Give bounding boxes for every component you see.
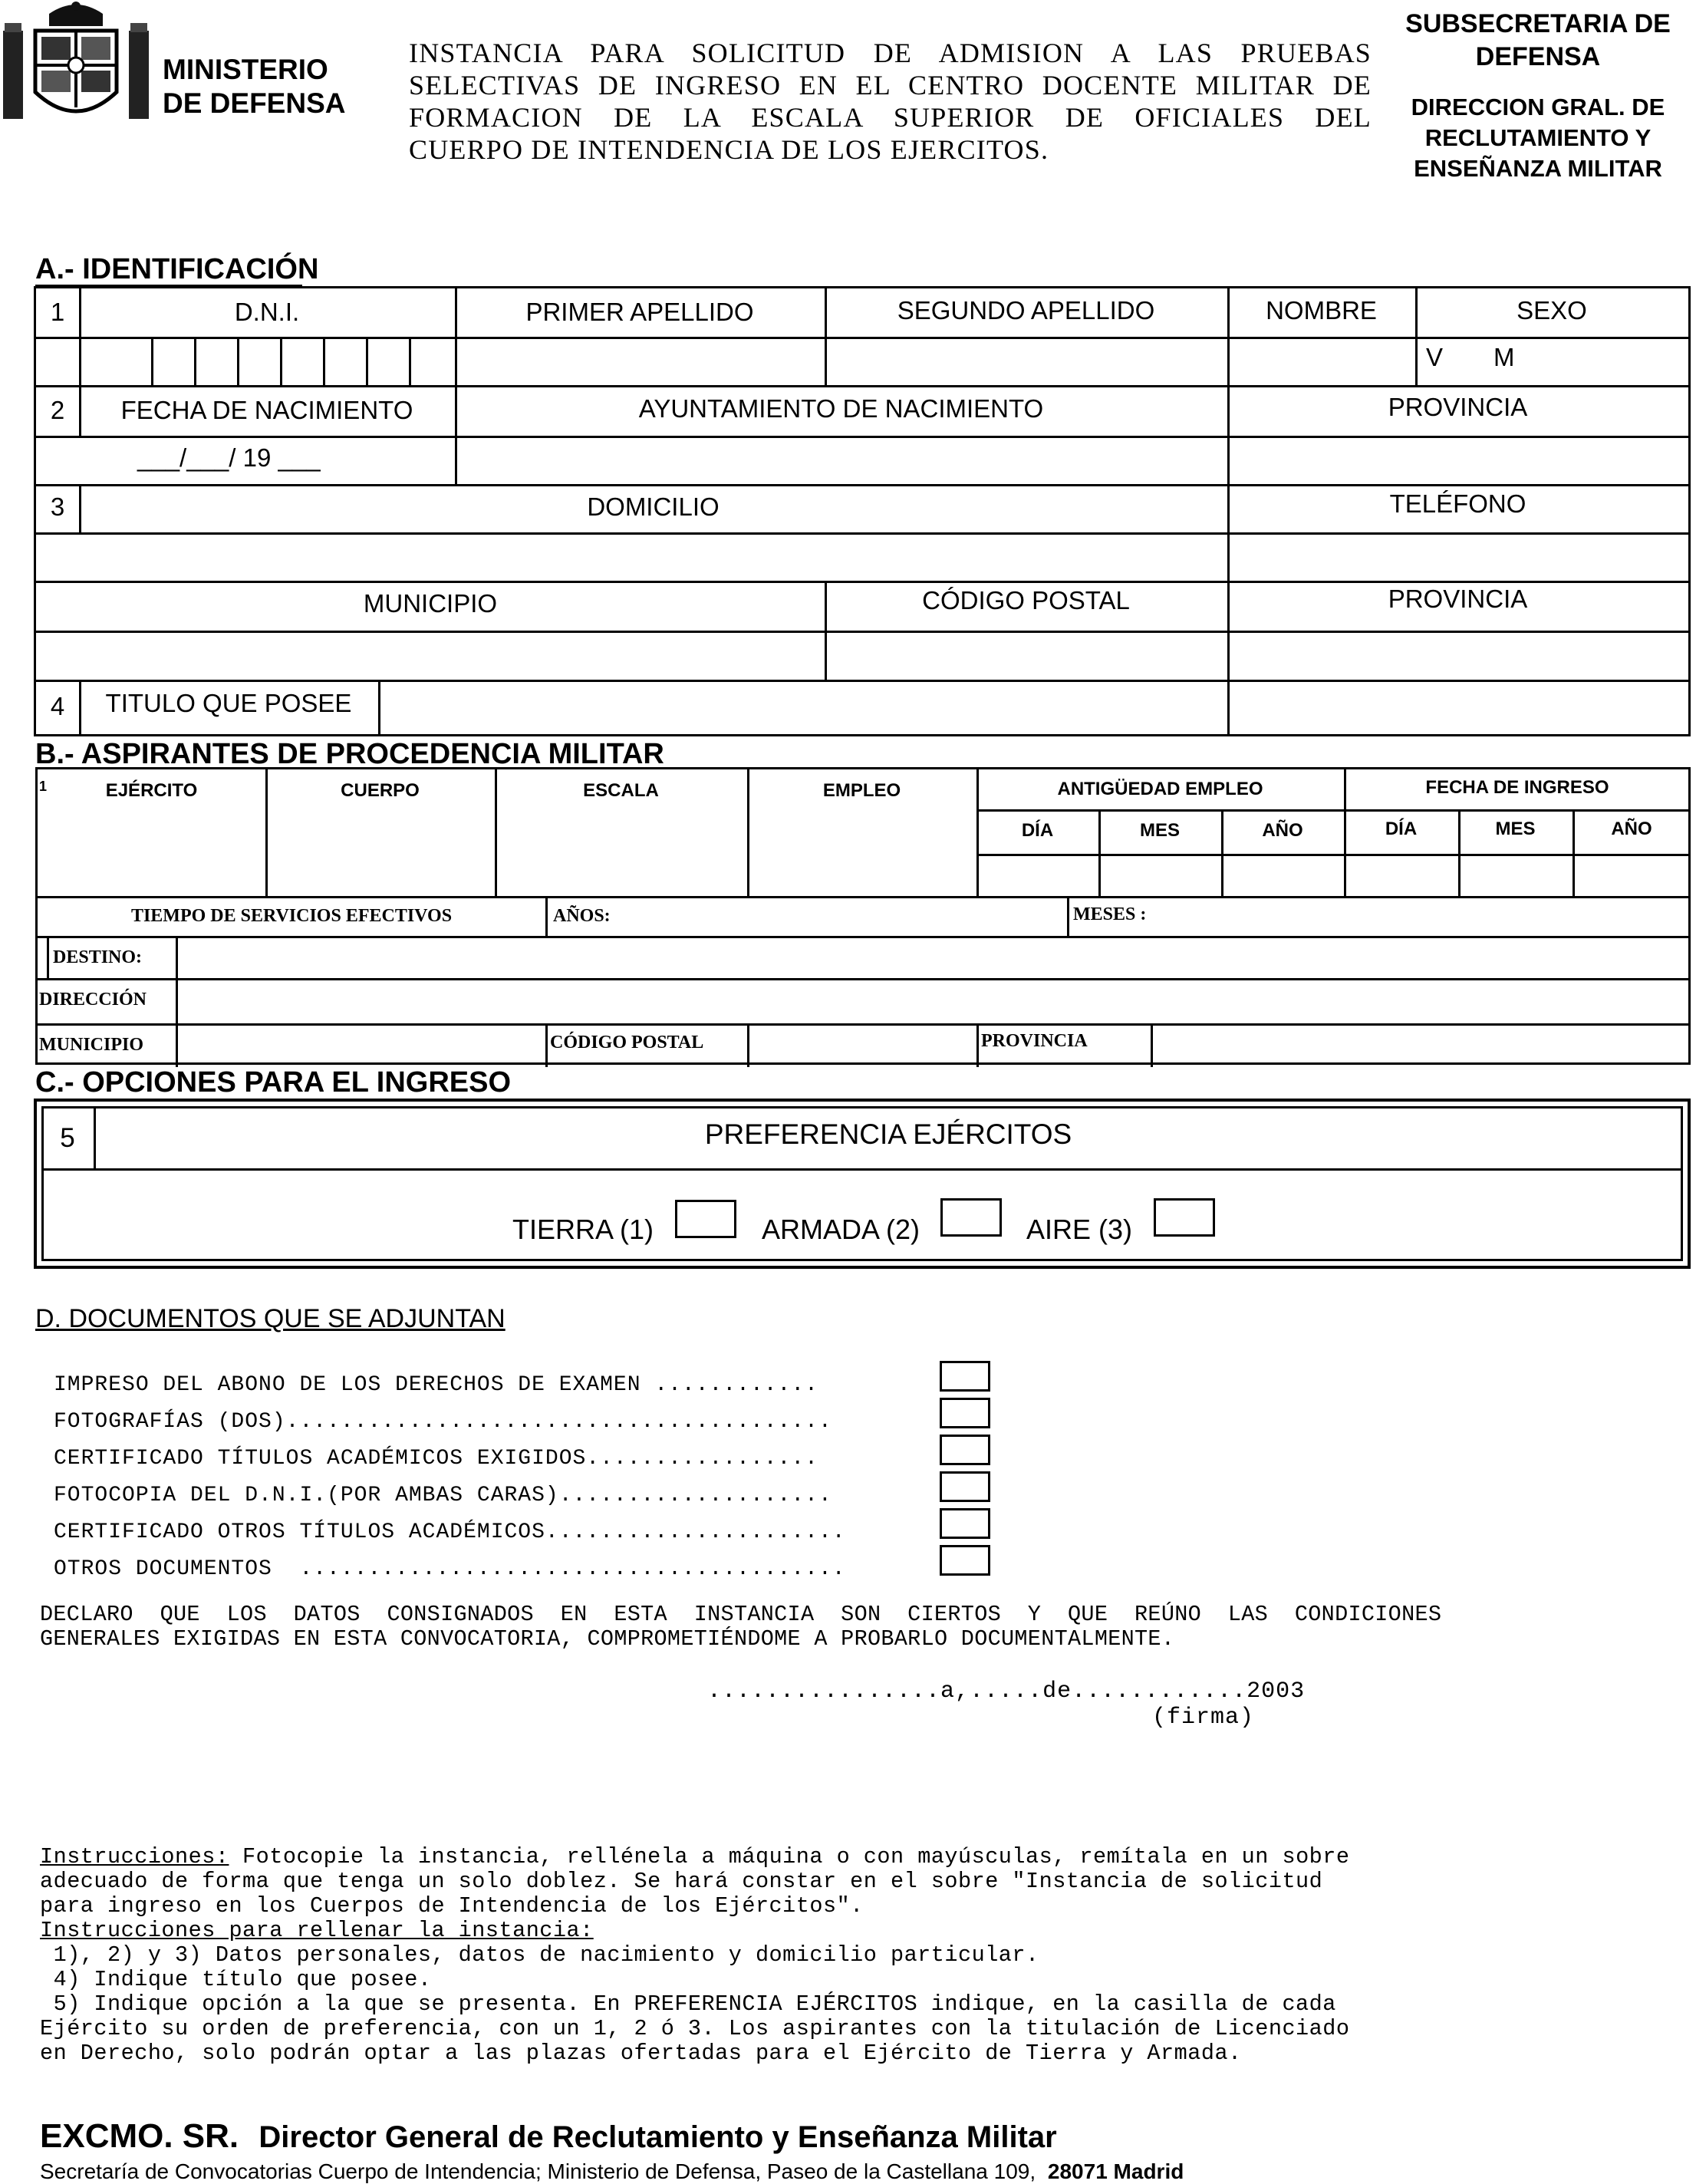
instructions-subheading: Instrucciones para rellenar la instancia: (40, 1918, 594, 1943)
doc-item: IMPRESO DEL ABONO DE LOS DERECHOS DE EXAMEN ............ (54, 1373, 818, 1397)
instructions-line6: 4) Indique título que posee. (40, 1967, 432, 1992)
provincia-domicilio-label: PROVINCIA (1388, 585, 1528, 613)
section-b-table (35, 767, 1691, 1065)
fecha-firma-line[interactable]: ................a,.....de............2003 (707, 1678, 1306, 1705)
ingreso-ano-label: AÑO (1611, 819, 1652, 839)
destino-label: DESTINO: (53, 947, 143, 967)
doc-checkbox-otros-documentos[interactable] (940, 1545, 990, 1576)
fecha-nacimiento-field[interactable]: ___/___/ 19 ___ (137, 443, 321, 472)
municipio-label: MUNICIPIO (363, 589, 498, 618)
address-city: 28071 Madrid (1047, 2159, 1184, 2183)
firma-label: (firma) (1152, 1705, 1255, 1731)
section-c-title: C.- OPCIONES PARA EL INGRESO (35, 1066, 512, 1099)
row-number-3: 3 (50, 492, 65, 521)
doc-item: FOTOCOPIA DEL D.N.I.(POR AMBAS CARAS).................... (54, 1484, 832, 1507)
direccion-line1: DIRECCION GRAL. DE (1411, 94, 1665, 120)
empleo-label: EMPLEO (822, 780, 901, 801)
footer-address (40, 2159, 1184, 2184)
section-a-title: A.- IDENTIFICACIÓN (35, 253, 319, 285)
antiguedad-ano-label: AÑO (1262, 820, 1303, 841)
doc-checkbox-certificado-exigidos[interactable] (940, 1435, 990, 1465)
provincia-label: PROVINCIA (1388, 393, 1528, 421)
form-title-line: CUERPO DE INTENDENCIA DE LOS EJERCITOS. (409, 134, 1049, 165)
codigo-postal-b-label: CÓDIGO POSTAL (550, 1033, 704, 1052)
primer-apellido-label: PRIMER APELLIDO (525, 298, 754, 326)
coat-of-arms-icon (3, 0, 149, 127)
antiguedad-dia-label: DÍA (1021, 820, 1054, 841)
tierra-checkbox[interactable] (675, 1200, 736, 1238)
row-number-4: 4 (50, 692, 65, 720)
ejercito-label: EJÉRCITO (105, 780, 198, 801)
instructions-line9: en Derecho, solo podrán optar a las plazas ofertadas para el Ejército de Tierra y Armada. (40, 2041, 1242, 2066)
doc-item: CERTIFICADO OTROS TÍTULOS ACADÉMICOS...................... (54, 1520, 846, 1544)
section-c-box (34, 1099, 1691, 1269)
subsecretaria-line2: DEFENSA (1475, 42, 1601, 71)
direccion-label: DIRECCIÓN (39, 990, 147, 1010)
ayuntamiento-label: AYUNTAMIENTO DE NACIMIENTO (638, 394, 1044, 423)
telefono-label: TELÉFONO (1389, 489, 1526, 518)
row-number-2: 2 (50, 396, 65, 424)
anos-label: AÑOS: (553, 906, 611, 926)
instructions-line2: adecuado de forma que tenga un solo doblez. Se hará constar en el sobre "Instancia de solicitud (40, 1869, 1323, 1894)
domicilio-label: DOMICILIO (587, 492, 720, 521)
doc-checkbox-fotocopia-dni[interactable] (940, 1471, 990, 1502)
excmo-dot: . (229, 2117, 239, 2155)
sexo-m-option[interactable]: M (1493, 343, 1515, 371)
footer-addressee (40, 2117, 1057, 2156)
instructions-text: Fotocopie la instancia, rellénela a máquina o con mayúsculas, remítala en un sobre (229, 1844, 1350, 1869)
armada-checkbox[interactable] (940, 1198, 1002, 1237)
meses-label: MESES : (1073, 904, 1147, 924)
escala-label: ESCALA (583, 780, 659, 801)
municipio-b-label: MUNICIPIO (39, 1035, 143, 1055)
instructions-line5: 1), 2) y 3) Datos personales, datos de nacimiento y domicilio particular. (40, 1942, 1039, 1968)
sexo-v-option[interactable]: V (1426, 343, 1444, 371)
ingreso-mes-label: MES (1495, 819, 1536, 839)
row-marker: 1 (39, 779, 48, 794)
aire-checkbox[interactable] (1154, 1198, 1215, 1237)
section-d-title: D. DOCUMENTOS QUE SE ADJUNTAN (35, 1304, 506, 1333)
direccion-line3: ENSEÑANZA MILITAR (1414, 155, 1662, 182)
form-title (409, 37, 1372, 166)
instructions-line3: para ingreso en los Cuerpos de Intendencia de los Ejércitos". (40, 1893, 864, 1919)
doc-checkbox-otros-titulos[interactable] (940, 1508, 990, 1539)
form-title-line: FORMACION DE LA ESCALA SUPERIOR DE OFICIALES DEL (409, 102, 1372, 133)
doc-item: OTROS DOCUMENTOS ........................................ (54, 1557, 846, 1581)
sexo-label: SEXO (1517, 296, 1587, 324)
instructions-line7: 5) Indique opción a la que se presenta. En PREFERENCIA EJÉRCITOS indique, en la casilla de cada (40, 1991, 1336, 2017)
declaracion-line2: GENERALES EXIGIDAS EN ESTA CONVOCATORIA, COMPROMETIÉNDOME A PROBARLO DOCUMENTALMENTE. (40, 1626, 1175, 1652)
codigo-postal-label: CÓDIGO POSTAL (922, 586, 1130, 614)
provincia-b-label: PROVINCIA (981, 1031, 1088, 1051)
ministry-line2: DE DEFENSA (163, 87, 346, 119)
segundo-apellido-label: SEGUNDO APELLIDO (897, 296, 1155, 324)
director-label: Director General de Reclutamiento y Enseñanza Militar (259, 2120, 1057, 2154)
excmo-label: EXCMO. SR (40, 2117, 229, 2155)
tierra-label: TIERRA (1) (512, 1214, 654, 1245)
antiguedad-label: ANTIGÜEDAD EMPLEO (1057, 779, 1263, 799)
subsecretaria-line1: SUBSECRETARIA DE (1405, 9, 1671, 38)
address-text: Secretaría de Convocatorias Cuerpo de Intendencia; Ministerio de Defensa, Paseo de la Castellana 109, (40, 2159, 1036, 2183)
dni-label: D.N.I. (234, 298, 300, 326)
cuerpo-label: CUERPO (341, 780, 420, 801)
tiempo-servicios-label: TIEMPO DE SERVICIOS EFECTIVOS (130, 906, 453, 926)
section-b-title: B.- ASPIRANTES DE PROCEDENCIA MILITAR (35, 738, 664, 770)
doc-checkbox-fotografias[interactable] (940, 1398, 990, 1428)
form-title-line: SELECTIVAS DE INGRESO EN EL CENTRO DOCENTE MILITAR DE (409, 70, 1372, 100)
section-a-table (34, 286, 1691, 736)
ministry-line1: MINISTERIO (163, 54, 328, 85)
doc-item: CERTIFICADO TÍTULOS ACADÉMICOS EXIGIDOS................. (54, 1447, 818, 1471)
preferencia-label: PREFERENCIA EJÉRCITOS (704, 1118, 1072, 1150)
nombre-label: NOMBRE (1266, 296, 1377, 324)
instructions-line8: Ejército su orden de preferencia, con un 1, 2 ó 3. Los aspirantes con la titulación de Licenciado (40, 2016, 1350, 2041)
declaracion-line1: DECLARO QUE LOS DATOS CONSIGNADOS EN ESTA INSTANCIA SON CIERTOS Y QUE REÚNO LAS CONDICIONES (40, 1602, 1442, 1627)
form-title-line: INSTANCIA PARA SOLICITUD DE ADMISION A LAS PRUEBAS (409, 38, 1372, 68)
ingreso-dia-label: DÍA (1385, 819, 1418, 839)
fecha-nacimiento-label: FECHA DE NACIMIENTO (120, 396, 413, 424)
fecha-ingreso-label: FECHA DE INGRESO (1425, 777, 1609, 798)
armada-label: ARMADA (2) (762, 1214, 920, 1245)
aire-label: AIRE (3) (1026, 1214, 1133, 1245)
row-number-1: 1 (50, 298, 65, 326)
doc-checkbox-abono[interactable] (940, 1361, 990, 1392)
doc-item: FOTOGRAFÍAS (DOS)........................................ (54, 1410, 832, 1434)
row-number-5: 5 (60, 1123, 75, 1153)
antiguedad-mes-label: MES (1139, 820, 1180, 841)
direccion-line2: RECLUTAMIENTO Y (1424, 124, 1652, 151)
instructions-line1 (40, 1844, 1349, 1869)
instructions-heading: Instrucciones: (40, 1844, 229, 1869)
titulo-label: TITULO QUE POSEE (105, 689, 352, 717)
